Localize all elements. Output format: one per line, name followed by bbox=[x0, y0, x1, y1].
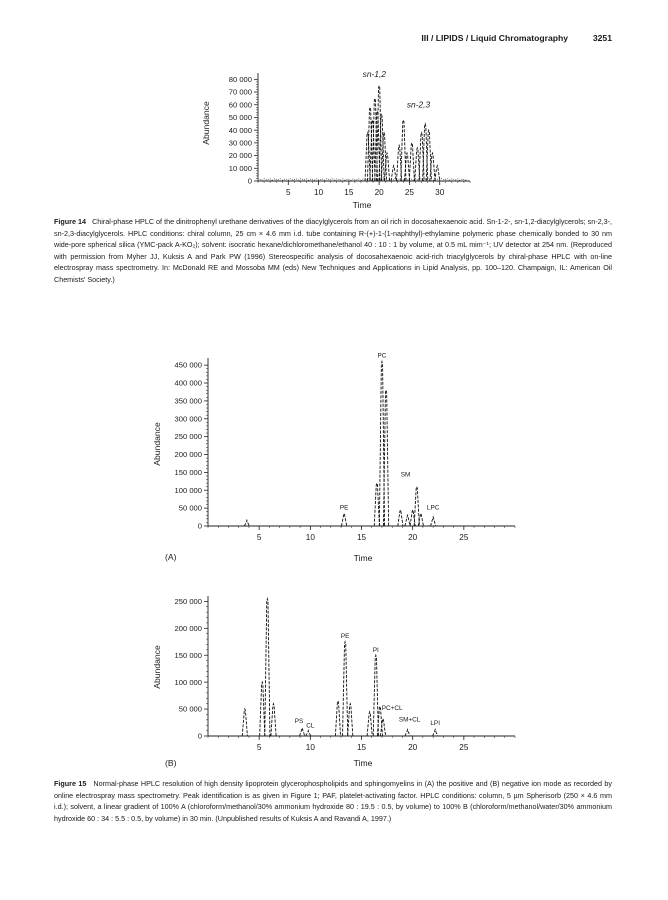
peak-label: sn-2,3 bbox=[406, 99, 431, 110]
x-tick-label: 5 bbox=[256, 743, 262, 752]
x-tick-label: 10 bbox=[314, 188, 324, 197]
chromatogram-peak bbox=[348, 704, 353, 736]
peak-label: PI bbox=[372, 647, 379, 654]
x-tick-label: 20 bbox=[374, 188, 384, 197]
peak-label: LPI bbox=[430, 720, 440, 728]
chromatogram-peak bbox=[409, 143, 414, 181]
figure-15a-panel-label: (A) bbox=[165, 552, 177, 562]
y-tick-label: 40 000 bbox=[228, 125, 252, 135]
figure-15-caption-text: Normal-phase HPLC resolution of high density lipoprotein glycerophospholipids and sphingomyelins in (A) the positive and (B) negative ion mode as recorded by online electrospray mass spectrometry. Peak identification is as given in Figure 1; PAF, platelet-activating factor. HPLC conditions: column, 5 µm Spherisorb (250 × 4.6 mm i.d.); solvent, a linear gradient of 100% A (chloroform/methanol/30% ammonium hydroxide 80 : 19.5 : 0.5, by volume) to 100% B (chloroform/methanol/water/30% ammonium hydroxide 60 : 34 : 5.5 : 0.5, by volume) in 30 min. (Unpublished results of Kuksis A and Ravandi A, 1997.) bbox=[54, 779, 612, 823]
peak-label: SM+CL bbox=[398, 716, 421, 724]
chromatogram-peak bbox=[342, 513, 347, 526]
y-tick-label: 50 000 bbox=[178, 503, 202, 513]
chromatogram-peak bbox=[306, 731, 311, 736]
y-tick-label: 300 000 bbox=[174, 414, 202, 424]
chromatogram-peak bbox=[242, 709, 247, 736]
chromatogram-peak bbox=[300, 728, 305, 736]
x-tick-label: 15 bbox=[356, 743, 367, 752]
figure-15b-xlabel: Time bbox=[353, 758, 373, 768]
peak-label: PS bbox=[294, 718, 304, 726]
y-tick-label: 100 000 bbox=[174, 485, 202, 495]
figure-15b-panel-label: (B) bbox=[165, 758, 177, 768]
y-tick-label: 150 000 bbox=[174, 650, 202, 660]
y-tick-label: 400 000 bbox=[174, 378, 202, 388]
chromatogram-peak bbox=[260, 682, 265, 736]
y-tick-label: 10 000 bbox=[228, 163, 252, 173]
peak-label: sn-1,2 bbox=[362, 68, 386, 79]
y-tick-label: 70 000 bbox=[228, 87, 252, 97]
chromatogram-peak bbox=[343, 642, 348, 736]
chromatogram-peak bbox=[405, 730, 410, 736]
chromatogram-peak bbox=[335, 701, 340, 736]
x-tick-label: 5 bbox=[256, 533, 262, 542]
chromatogram-peak bbox=[433, 730, 438, 736]
y-tick-label: 200 000 bbox=[174, 623, 202, 633]
chromatogram-peak bbox=[265, 599, 270, 736]
running-head-title: III / LIPIDS / Liquid Chromatography bbox=[421, 33, 568, 43]
x-tick-label: 10 bbox=[305, 533, 315, 542]
figure-14-caption bbox=[54, 216, 612, 286]
y-tick-label: 150 000 bbox=[174, 467, 202, 477]
y-tick-label: 250 000 bbox=[174, 432, 202, 442]
x-tick-label: 5 bbox=[286, 188, 291, 197]
y-tick-label: 60 000 bbox=[228, 100, 252, 110]
y-tick-label: 450 000 bbox=[174, 360, 202, 370]
page-number: 3251 bbox=[592, 33, 612, 43]
chromatogram-peak bbox=[373, 655, 378, 736]
x-tick-label: 25 bbox=[459, 533, 469, 542]
figure-14-caption-label: Figure 14 bbox=[54, 217, 86, 226]
figure-15b-ylabel: Abundance bbox=[152, 645, 162, 689]
figure-14-chart bbox=[201, 69, 470, 210]
y-tick-label: 0 bbox=[197, 521, 202, 531]
figure-15b-chart bbox=[152, 596, 515, 768]
figure-14-xlabel: Time bbox=[352, 200, 372, 210]
chromatogram-peak bbox=[374, 483, 379, 526]
y-tick-label: 20 000 bbox=[228, 151, 252, 161]
figure-14-ylabel: Abundance bbox=[201, 101, 211, 145]
y-tick-label: 100 000 bbox=[174, 677, 202, 687]
figure-15a-ylabel: Abundance bbox=[152, 422, 162, 466]
peak-label: PE bbox=[340, 633, 350, 640]
x-tick-label: 10 bbox=[305, 743, 315, 752]
peak-label: PC bbox=[377, 352, 387, 360]
y-tick-label: 50 000 bbox=[178, 704, 202, 714]
figure-15a-chart bbox=[152, 352, 515, 563]
chromatogram-peak bbox=[244, 520, 249, 526]
x-tick-label: 30 bbox=[435, 188, 445, 197]
peak-label: SM bbox=[400, 471, 411, 479]
figure-14-caption-text: Chiral-phase HPLC of the dinitrophenyl urethane derivatives of the diacylglycerols from an oil rich in docosahexaenoic acid. Sn-1-2-, sn-1,2-diacylglycerols; sn-2,3-, sn-2,3-diacylglycerols. HPLC conditions: chiral column, 25 cm × 4.6 mm i.d. tube containing R-(+)-1-(1-naphthyl)-ethylamine polymeric phase chemically bonded to 30 nm wide-pore spherical silica (YMC-pack A-KO₂); solvent: isocratic hexane/dichloromethane/ethanol 40 : 10 : 1 by volume, at 0.5 mL mim⁻¹; UV detector at 254 nm. (Reproduced with permission from Myher JJ, Kuksis A and Park PW (1996) Stereospecific analysis of docosahexaenoic acid-rich triacylglycerols by chiral-phase HPLC with on-line electrospray mass spectrometry. In: McDonald RE and Mossoba MM (eds) New Techniques and Applications in Lipid Analysis, pp. 100–120. Champaign, IL: American Oil Chemists' Society.) bbox=[54, 217, 612, 284]
peak-label: CL bbox=[306, 722, 315, 730]
chromatogram-peak bbox=[372, 98, 377, 181]
baseline-trace bbox=[260, 179, 468, 181]
chromatogram-peak bbox=[430, 153, 435, 181]
x-tick-label: 15 bbox=[344, 188, 354, 197]
x-tick-label: 25 bbox=[459, 743, 469, 752]
chromatogram-peak bbox=[431, 517, 436, 526]
y-tick-label: 50 000 bbox=[228, 113, 252, 123]
peak-label: LPC bbox=[426, 504, 440, 512]
x-tick-label: 20 bbox=[408, 743, 418, 752]
y-tick-label: 0 bbox=[247, 176, 252, 186]
y-tick-label: 350 000 bbox=[174, 396, 202, 406]
x-tick-label: 20 bbox=[408, 533, 418, 542]
figure-15-caption-label: Figure 15 bbox=[54, 779, 87, 788]
chromatogram-peak bbox=[414, 487, 419, 526]
y-tick-label: 30 000 bbox=[228, 138, 252, 148]
peak-label: PC+CL bbox=[381, 705, 403, 713]
y-tick-label: 200 000 bbox=[174, 450, 202, 460]
chromatogram-peak bbox=[398, 510, 403, 526]
y-tick-label: 250 000 bbox=[174, 596, 202, 606]
x-tick-label: 15 bbox=[356, 533, 367, 542]
y-tick-label: 0 bbox=[197, 731, 202, 741]
x-tick-label: 25 bbox=[404, 188, 414, 197]
chromatogram-peak bbox=[391, 166, 396, 181]
figure-15-caption bbox=[54, 778, 612, 824]
peak-label: PE bbox=[339, 504, 349, 512]
chromatogram-peak bbox=[271, 704, 276, 736]
chromatogram-peak bbox=[405, 515, 410, 526]
chromatogram-peak bbox=[367, 712, 372, 736]
figure-15a-xlabel: Time bbox=[353, 553, 373, 563]
y-tick-label: 80 000 bbox=[228, 74, 252, 84]
